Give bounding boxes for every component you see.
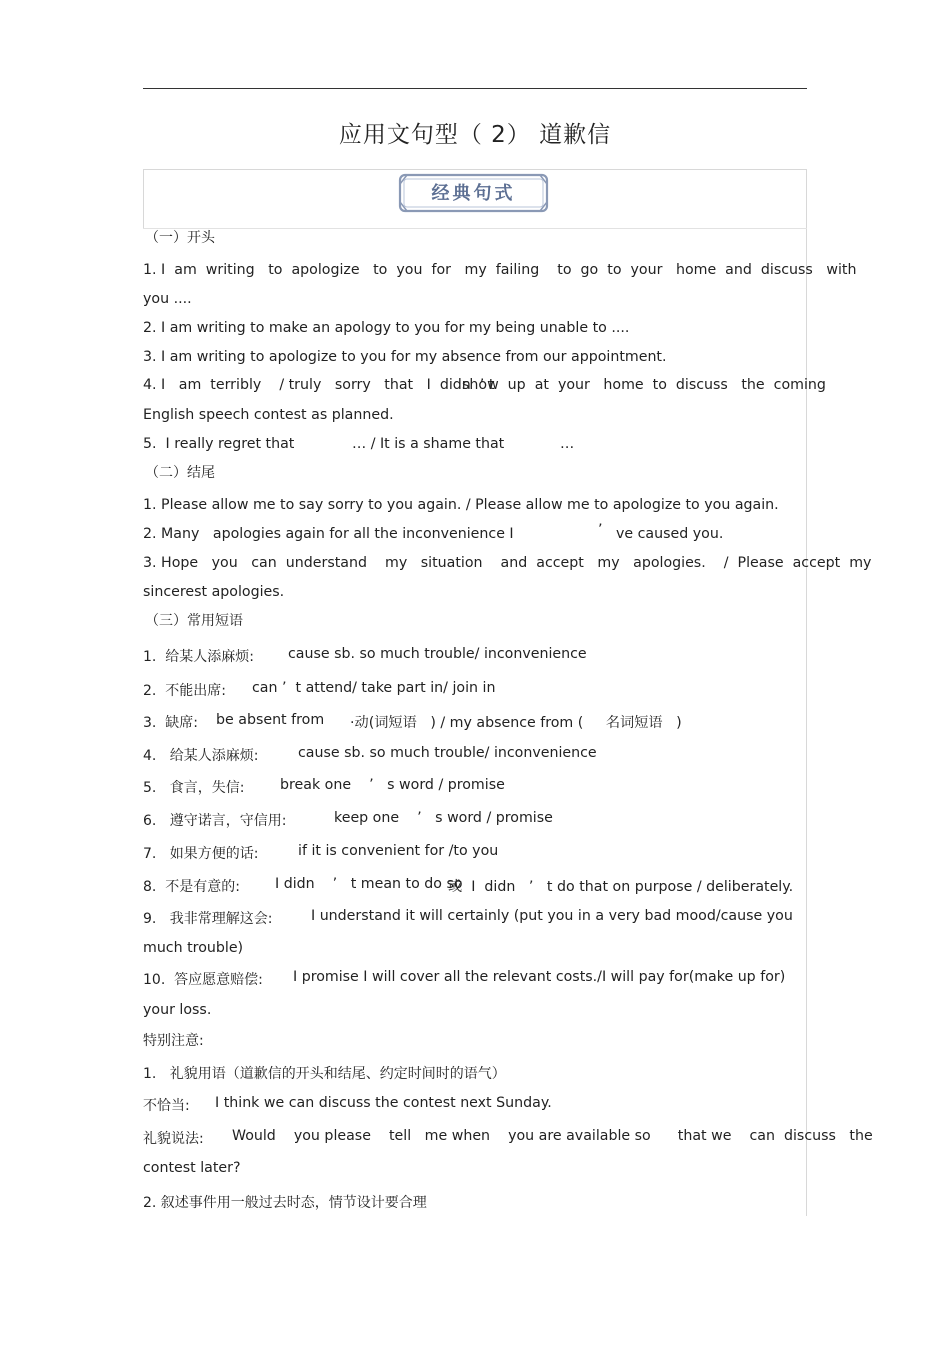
note-improper-example: I think we can discuss the contest next Sunday.: [215, 1095, 552, 1111]
section-heading-opening: （一）开头: [145, 230, 215, 246]
note-2: 2. 叙述事件用一般过去时态，情节设计要合理: [143, 1195, 427, 1211]
opening-sentence-3: 3. I am writing to apologize to you for my absence from our appointment.: [143, 349, 667, 365]
banner-frame-icon: [397, 172, 550, 214]
opening-sentence-1-cont: you ....: [143, 291, 192, 307]
phrase-5-value: break one ’ s word / promise: [280, 777, 505, 793]
opening-sentence-4-cont: English speech contest as planned.: [143, 407, 394, 423]
opening-sentence-5-part2: … / It is a shame that: [352, 436, 505, 452]
header-rule: [143, 88, 807, 89]
closing-sentence-3-cont: sincerest apologies.: [143, 584, 285, 600]
closing-sentence-3: 3. Hope you can understand my situation and accept my apologies. / Please accept my: [143, 555, 872, 571]
page-title: 应用文句型（ 2） 道歉信: [338, 122, 612, 148]
phrase-9-label: 9. 我非常理解这会:: [143, 911, 273, 927]
closing-sentence-2-end: ve caused you.: [616, 526, 724, 542]
closing-sentence-2: 2. Many apologies again for all the inconvenience I: [143, 526, 514, 542]
phrase-8-value: I didn ’ t mean to do so: [275, 876, 463, 892]
opening-sentence-4: 4. I am terribly / truly sorry that I didn ’ t: [143, 377, 495, 393]
phrase-1-label: 1. 给某人添麻烦:: [143, 649, 254, 665]
phrase-1-value: cause sb. so much trouble/ inconvenience: [288, 646, 587, 662]
phrase-8-value-2: 或 I didn ’ t do that on purpose / deliberately.: [448, 879, 794, 895]
frame-border-top: [143, 169, 807, 170]
frame-divider: [143, 228, 807, 229]
note-improper-label: 不恰当:: [143, 1098, 190, 1114]
phrase-9-value: I understand it will certainly (put you in a very bad mood/cause you: [311, 908, 793, 924]
phrase-5-label: 5. 食言，失信:: [143, 780, 245, 796]
note-1: 1. 礼貌用语（道歉信的开头和结尾、约定时间时的语气）: [143, 1066, 506, 1082]
phrase-3-value-2: ·动(词短语 ) / my absence from ( 名词短语 ): [350, 715, 682, 731]
phrase-2-value: can ’ t attend/ take part in/ join in: [252, 680, 496, 696]
frame-border-right: [806, 169, 807, 1216]
phrase-3-label: 3. 缺席:: [143, 715, 198, 731]
phrase-7-value: if it is convenient for /to you: [298, 843, 499, 859]
phrase-6-value: keep one ’ s word / promise: [334, 810, 553, 826]
phrase-8-label: 8. 不是有意的:: [143, 879, 240, 895]
opening-sentence-5-ellipsis: …: [560, 436, 575, 452]
phrase-10-value: I promise I will cover all the relevant costs./I will pay for(make up for): [293, 969, 786, 985]
note-polite-label: 礼貌说法:: [143, 1131, 204, 1147]
phrase-9-value-cont: much trouble): [143, 940, 244, 956]
phrase-7-label: 7. 如果方便的话:: [143, 846, 259, 862]
closing-sentence-1: 1. Please allow me to say sorry to you again. / Please allow me to apologize to you again.: [143, 497, 779, 513]
phrase-2-label: 2. 不能出席:: [143, 683, 226, 699]
notes-heading: 特别注意:: [143, 1033, 204, 1049]
phrase-4-value: cause sb. so much trouble/ inconvenience: [298, 745, 597, 761]
closing-sentence-2-apostrophe: ’: [598, 522, 603, 538]
section-heading-phrases: （三）常用短语: [145, 613, 243, 629]
phrase-10-value-cont: your loss.: [143, 1002, 212, 1018]
frame-border-left: [143, 169, 144, 229]
phrase-3-value: be absent from: [216, 712, 325, 728]
opening-sentence-2: 2. I am writing to make an apology to you for my being unable to ....: [143, 320, 630, 336]
note-polite-example: Would you please tell me when you are available so that we can discuss the: [232, 1128, 873, 1144]
banner-label: 经典句式: [431, 183, 516, 204]
phrase-4-label: 4. 给某人添麻烦:: [143, 748, 259, 764]
opening-sentence-4-part2: show up at your home to discuss the coming: [462, 377, 826, 393]
opening-sentence-5: 5. I really regret that: [143, 436, 295, 452]
phrase-10-label: 10. 答应愿意赔偿:: [143, 972, 263, 988]
opening-sentence-1: 1. I am writing to apologize to you for my failing to go to your home and discuss with: [143, 262, 857, 278]
phrase-6-label: 6. 遵守诺言，守信用:: [143, 813, 287, 829]
section-banner: [397, 172, 550, 214]
section-heading-closing: （二）结尾: [145, 465, 215, 481]
note-polite-example-cont: contest later?: [143, 1160, 241, 1176]
